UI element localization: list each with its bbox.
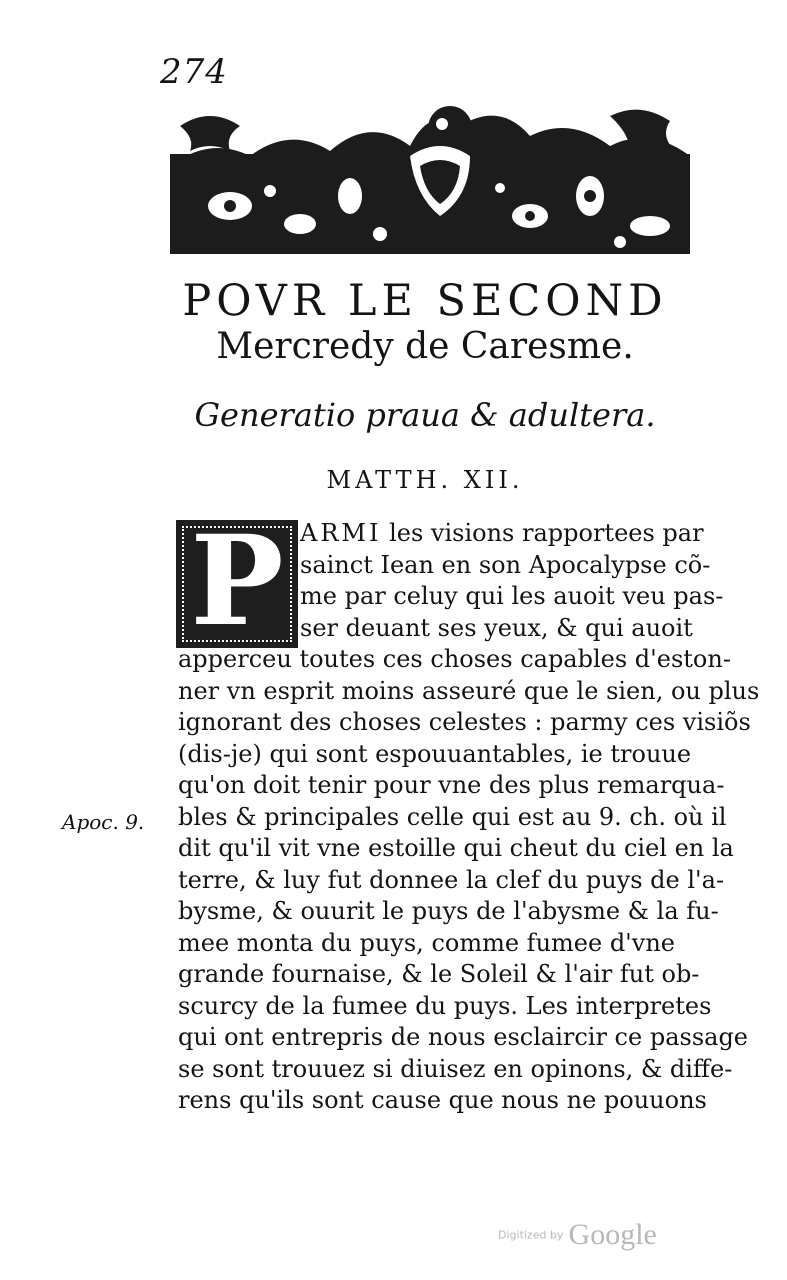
text-line: ser deuant ses yeux, & qui auoit bbox=[300, 613, 693, 642]
google-logo: Google bbox=[568, 1218, 657, 1251]
text-line: scurcy de la fumee du puys. Les interpretes bbox=[178, 991, 712, 1020]
section-subtitle: Mercredy de Caresme. bbox=[216, 326, 634, 367]
text-line: bysme, & ouurit le puys de l'abysme & la fu- bbox=[178, 897, 719, 925]
woodcut-ornament-headpiece bbox=[170, 96, 690, 256]
marginal-note: Apoc. 9. bbox=[62, 810, 145, 834]
first-word: ARMI bbox=[300, 519, 382, 547]
text-line: (dis-je) qui sont espouuantables, ie trouue bbox=[178, 739, 692, 768]
text-line bbox=[178, 518, 708, 550]
digitization-watermark bbox=[498, 1218, 657, 1252]
text-line: grande fournaise, & le Soleil & l'air fut ob- bbox=[178, 960, 700, 988]
text-line-content: les visions rapportees par bbox=[381, 519, 704, 547]
text-line: mee monta du puys, comme fumee d'vne bbox=[178, 928, 675, 957]
latin-epigraph: Generatio praua & adultera. bbox=[194, 396, 656, 434]
section-title: POVR LE SECOND bbox=[182, 276, 668, 326]
text-line: me par celuy qui les auoit veu pas- bbox=[300, 582, 724, 610]
scripture-reference: MATTH. XII. bbox=[326, 466, 524, 494]
text-line: terre, & luy fut donnee la clef du puys de l'a- bbox=[178, 865, 725, 894]
text-line: dit qu'il vit vne estoille qui cheut du ciel en la bbox=[178, 834, 734, 862]
text-line: apperceu toutes ces choses capables d'eston- bbox=[178, 645, 731, 673]
text-line: ignorant des choses celestes : parmy ces visiõs bbox=[178, 708, 751, 736]
text-line: qu'on doit tenir pour vne des plus remarqua- bbox=[178, 771, 725, 799]
text-line: sainct Iean en son Apocalypse cõ- bbox=[300, 550, 711, 579]
initial-letter: P bbox=[190, 509, 284, 654]
text-line: rens qu'ils sont cause que nous ne pouuons bbox=[178, 1086, 707, 1114]
text-line: ner vn esprit moins asseuré que le sien, ou plus bbox=[178, 676, 760, 705]
text-line: qui ont entrepris de nous esclaircir ce passage bbox=[178, 1023, 749, 1051]
watermark-prefix: Digitized by bbox=[498, 1228, 564, 1242]
page-number: 274 bbox=[160, 52, 228, 92]
body-paragraph bbox=[178, 518, 760, 1117]
text-line: se sont trouuez si diuisez en opinons, & diffe- bbox=[178, 1054, 733, 1083]
text-line: bles & principales celle qui est au 9. ch. où il bbox=[178, 802, 727, 831]
